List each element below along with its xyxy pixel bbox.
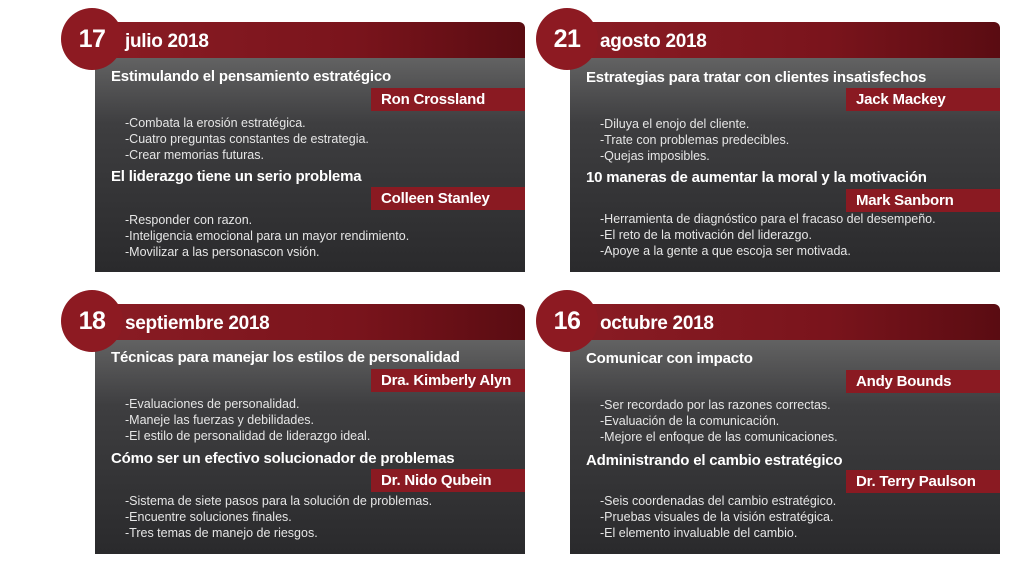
speaker-label: Jack Mackey [846,88,1000,111]
talk-points [125,212,409,260]
month-label: julio 2018 [125,31,209,52]
talk-title: Estrategias para tratar con clientes insatisfechos [586,69,927,86]
talk-2 [111,449,525,540]
list-item: -Evaluación de la comunicación. [600,414,780,428]
list-item: -Inteligencia emocional para un mayor rendimiento. [125,229,410,243]
list-item: -El reto de la motivación del liderazgo. [600,228,812,242]
day-badge: 21 [536,8,598,70]
speaker-label: Ron Crossland [371,88,525,111]
list-item: -Combata la erosión estratégica. [125,116,306,130]
talk-title: Cómo ser un efectivo solucionador de problemas [111,450,455,467]
talk-points [600,211,936,259]
talk-2 [586,168,1000,258]
list-item: -Apoye a la gente a que escoja ser motivada. [600,244,851,258]
talk-points [125,115,369,163]
speaker-label: Dr. Terry Paulson [846,470,1000,493]
list-item: -Cuatro preguntas constantes de estrategia. [125,132,369,146]
event-card-septiembre [78,304,525,554]
list-item: -Mejore el enfoque de las comunicaciones. [600,430,838,444]
speaker-label: Dra. Kimberly Alyn [371,369,525,392]
list-item: -El estilo de personalidad de liderazgo ideal. [125,429,371,443]
day-badge: 18 [61,290,123,352]
list-item: -Encuentre soluciones finales. [125,510,292,524]
speaker-label: Colleen Stanley [371,187,525,210]
talk-points [125,493,432,541]
list-item: -Quejas imposibles. [600,149,710,163]
list-item: -Pruebas visuales de la visión estratégica. [600,510,834,524]
event-card-octubre [553,304,1000,554]
list-item: -Maneje las fuerzas y debilidades. [125,413,314,427]
list-item: -Seis coordenadas del cambio estratégico. [600,494,837,508]
month-label: octubre 2018 [600,313,714,334]
list-item: -Sistema de siete pasos para la solución de problemas. [125,494,433,508]
talk-2 [111,167,525,259]
talk-points [600,116,789,164]
talk-1 [111,348,525,443]
talk-points [600,493,836,541]
list-item: -Responder con razon. [125,213,253,227]
list-item: -Tres temas de manejo de riesgos. [125,526,318,540]
talk-title: Comunicar con impacto [586,350,753,367]
day-badge: 17 [61,8,123,70]
list-item: -Ser recordado por las razones correctas. [600,398,831,412]
list-item: -Crear memorias futuras. [125,148,264,162]
day-badge: 16 [536,290,598,352]
talk-title: Administrando el cambio estratégico [586,452,843,469]
month-label: agosto 2018 [600,31,707,52]
month-label: septiembre 2018 [125,313,270,334]
talk-title: Técnicas para manejar los estilos de personalidad [111,349,460,366]
talk-title: Estimulando el pensamiento estratégico [111,68,391,85]
talk-1 [586,68,1000,163]
card-header [78,304,525,340]
list-item: -El elemento invaluable del cambio. [600,526,798,540]
speaker-label: Andy Bounds [846,370,1000,393]
list-item: -Herramienta de diagnóstico para el fracaso del desempeño. [600,212,936,226]
talk-points [600,397,838,445]
list-item: -Trate con problemas predecibles. [600,133,790,147]
event-card-agosto [553,22,1000,272]
event-card-julio [78,22,525,272]
talk-2 [586,451,1000,540]
talk-points [125,396,370,444]
talk-title: 10 maneras de aumentar la moral y la motivación [586,169,927,186]
card-header [553,22,1000,58]
speaker-label: Mark Sanborn [846,189,1000,212]
list-item: -Evaluaciones de personalidad. [125,397,300,411]
card-header [78,22,525,58]
talk-title: El liderazgo tiene un serio problema [111,168,362,185]
list-item: -Movilizar a las personascon vsión. [125,245,320,259]
card-header [553,304,1000,340]
speaker-label: Dr. Nido Qubein [371,469,525,492]
talk-1 [586,349,1000,444]
talk-1 [111,67,525,162]
list-item: -Diluya el enojo del cliente. [600,117,750,131]
